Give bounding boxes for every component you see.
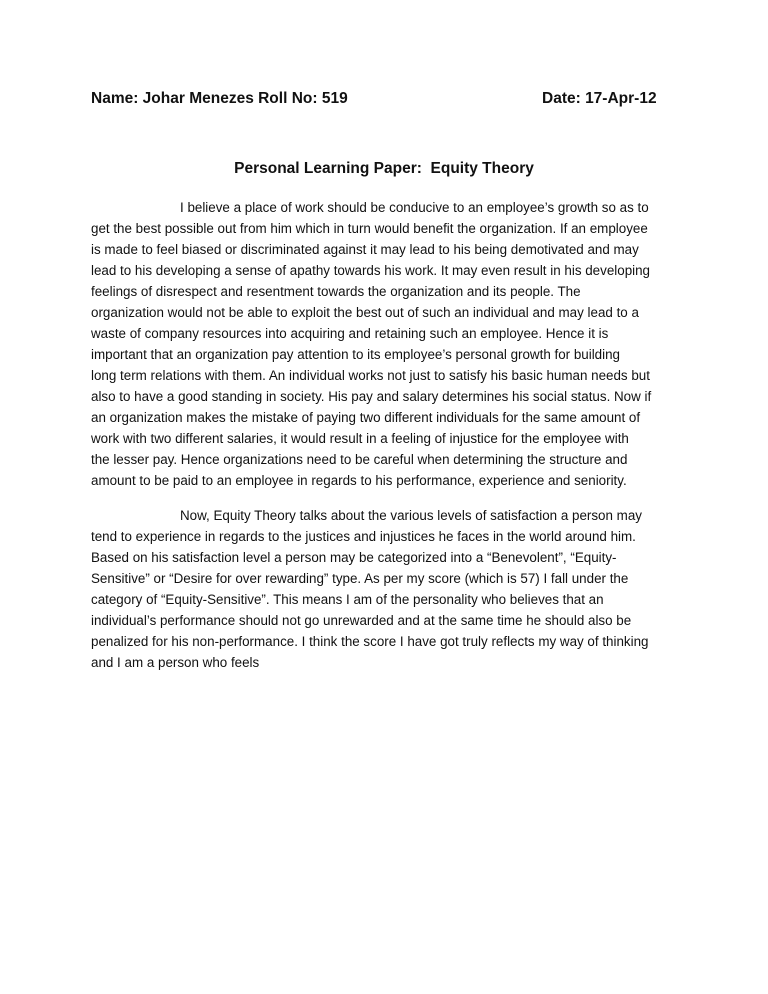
paragraph-line: long term relations with them. An individual works not just to satisfy his basic human needs but xyxy=(91,368,650,383)
paragraph-line: Now, Equity Theory talks about the various levels of satisfaction a person may xyxy=(180,508,642,523)
paragraph-line: important that an organization pay attention to its employee’s personal growth for building xyxy=(91,347,621,362)
paragraph-line: feelings of disrespect and resentment towards the organization and its people. The xyxy=(91,284,581,299)
name-roll-text: Name: Johar Menezes Roll No: 519 xyxy=(91,90,348,107)
paragraph-line: the lesser pay. Hence organizations need to be careful when determining the structure and xyxy=(91,452,628,467)
paragraph-line: I believe a place of work should be conducive to an employee’s growth so as to xyxy=(180,200,649,215)
paragraph-line: get the best possible out from him which in turn would benefit the organization. If an employee xyxy=(91,221,648,236)
paragraph-line: waste of company resources into acquiring and retaining such an employee. Hence it is xyxy=(91,326,609,341)
date-text: Date: 17-Apr-12 xyxy=(542,90,657,107)
paragraph-line: an organization makes the mistake of paying two different individuals for the same amount of xyxy=(91,410,641,425)
paragraph-line: tend to experience in regards to the justices and injustices he faces in the world around him. xyxy=(91,529,636,544)
paragraph-2 xyxy=(91,505,679,673)
paragraph-line: and I am a person who feels xyxy=(91,655,260,670)
paragraph-line: penalized for his non-performance. I think the score I have got truly reflects my way of thinking xyxy=(91,634,649,649)
paragraph-line: is made to feel biased or discriminated against it may lead to his being demotivated and may xyxy=(91,242,639,257)
paragraph-line: category of “Equity-Sensitive”. This means I am of the personality who believes that an xyxy=(91,592,604,607)
paragraph-line: also to have a good standing in society. His pay and salary determines his social status. Now if xyxy=(91,389,652,404)
paragraph-line: organization would not be able to exploit the best out of such an individual and may lead to a xyxy=(91,305,639,320)
paragraph-1 xyxy=(91,197,679,491)
paragraph-line: Sensitive” or “Desire for over rewarding” type. As per my score (which is 57) I fall under the xyxy=(91,571,629,586)
paragraph-line: individual’s performance should not go unrewarded and at the same time he should also be xyxy=(91,613,632,628)
paragraph-line: Based on his satisfaction level a person may be categorized into a “Benevolent”, “Equity- xyxy=(91,550,617,565)
paragraph-line: work with two different salaries, it would result in a feeling of injustice for the employee with xyxy=(91,431,629,446)
paragraph-line: lead to his developing a sense of apathy towards his work. It may even result in his developing xyxy=(91,263,651,278)
document-title: Personal Learning Paper: Equity Theory xyxy=(234,160,534,177)
document-header xyxy=(91,90,671,112)
paragraph-line: amount to be paid to an employee in regards to his performance, experience and seniority. xyxy=(91,473,627,488)
